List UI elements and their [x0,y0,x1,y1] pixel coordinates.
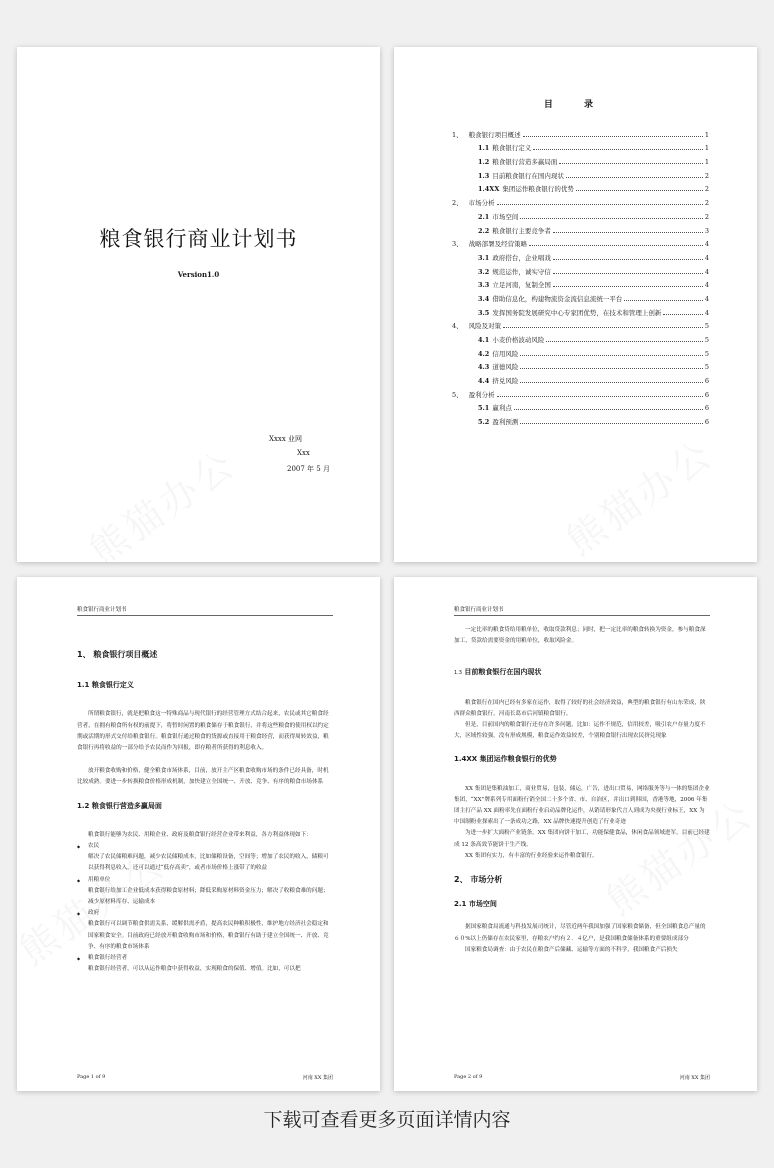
paragraph: 放开粮食收购和价格，健全粮食市场体系，目前，放开主产区粮食收购市场的条件已经具备，时机比较成熟。要进一步转换粮食价格形成机制，加快建立全国统一、开放、竞争、有序的粮食市场体系 [77,768,329,786]
bullet-icon: ◆ [77,956,81,962]
subsection-title: 目前粮食银行在国内现状 [464,668,542,677]
toc-entry[interactable] [452,330,709,344]
toc-entry-page: 1 [704,144,709,153]
toc-leader-dots [520,423,703,424]
toc-entry-title: 市场分析 [468,199,495,208]
toc-entry-page: 4 [704,294,709,303]
toc-leader-dots [576,190,703,191]
list-item [77,953,333,975]
toc-leader-dots [553,259,703,260]
toc-leader-dots [514,409,703,410]
toc-entry-page: 4 [704,267,709,276]
toc-entry-title: 发挥国务院发展研究中心专家团优势，在技术和管理上创新 [492,308,662,317]
toc-entry-page: 6 [704,404,709,413]
toc-leader-dots [497,204,703,205]
toc-entry-number: 5、 [452,390,463,399]
footer-company: 河南 XX 集团 [302,1075,333,1081]
cover-page [17,47,380,562]
page-number: Page 2 of 9 [454,1074,483,1080]
toc-leader-dots [624,300,703,301]
page-footer [77,1074,333,1081]
toc-entry-number: 5.2 [478,418,490,427]
bullet-icon: ◆ [77,911,81,917]
toc-entry[interactable] [452,412,709,426]
toc-entry-number: 4、 [452,322,463,331]
toc-entry-page: 5 [704,336,709,344]
toc-entry-number: 3.3 [478,281,490,290]
toc-entry-title: 市场空间 [492,212,519,221]
toc-entry-page: 4 [704,308,709,317]
toc-entry-number: 2、 [452,199,463,208]
page-header: 粮食银行商业计划书 [77,605,333,616]
toc-entry-number: 1.2 [478,158,490,167]
toc-entry-page: 2 [704,212,709,221]
page-content [454,625,710,956]
download-caption: 下载可查看更多页面详情内容 [263,1109,511,1131]
toc-entry-page: 2 [704,185,709,194]
subsection-number: 1.3 [454,670,462,677]
subsection-heading [454,667,710,679]
list-item [77,908,333,953]
toc-entry-page: 4 [704,281,709,290]
bullet-list [77,841,333,975]
cover-version: Version1.0 [177,270,220,279]
toc-entry-page: 4 [704,253,709,262]
toc-entry-number: 3.5 [478,308,490,317]
list-item [77,841,333,875]
subsection-heading: 1.1 粮食银行定义 [77,681,134,690]
toc-title: 目 录 [543,100,608,110]
toc-entry[interactable] [452,125,709,139]
subsection-heading: 1.2 粮食银行营造多赢局面 [77,801,162,810]
paragraph: XX 集团有实力，有丰富的行业经验来运作粮食银行。 [465,852,598,859]
toc-leader-dots [533,149,703,150]
toc-entry-title: 粮食银行营造多赢局面 [492,158,558,167]
toc-entry-number: 1.4XX [478,185,500,194]
toc-entry-page: 6 [704,418,709,427]
toc-entry[interactable] [452,152,709,166]
paragraph: 据国家粮食局流通与科技发展司统计，尽管近两年我国加强了国家粮食储备，但全国粮食总产量的６０%以上仍储存在农民家里，存粮农户约有２．４亿户，是我国粮食储备体系的重要组成部分 [454,924,706,942]
toc-entry-number: 4.4 [478,377,490,386]
toc-entry-title: 粮食银行项目概述 [468,130,521,139]
toc-entry-title: 粮食银行定义 [492,144,532,153]
section-heading: 1、 粮食银行项目概述 [77,650,158,659]
toc-leader-dots [559,163,703,164]
toc-entry-page: 1 [704,158,709,167]
section-heading: 2、 市场分析 [454,875,503,885]
toc-entry-title: 粮食银行主要竞争者 [492,226,551,235]
list-item-title: 政府 [88,910,100,917]
toc-entry[interactable] [452,221,709,235]
toc-leader-dots [497,396,703,397]
toc-entry-title: 挤兑风险 [492,377,519,386]
toc-entry[interactable] [452,276,709,290]
list-item [77,875,333,909]
paragraph: 所谓粮食银行，就是把粮食这一特殊商品与现代银行的经营管理方式结合起来，农民或其它粮食经营者，在拥有粮食所有权的前提下，将暂时闲置的粮食储存于粮食银行，并将这些粮食的使用权以约定期或活期的形式交付给粮食银行。粮食银行通过粮食的货源或直接用于粮食经营，而获得周转效益，粮食银行再将收益的一部分给予农民而作为回报，即存粮者所获得的利息收入。 [77,711,329,752]
toc-entry-page: 5 [704,322,709,331]
toc-entry-page: 6 [704,390,709,399]
cover-date: 2007 年 5 月 [287,465,330,473]
toc-leader-dots [553,286,703,287]
toc-leader-dots [663,314,703,315]
toc-entry-title: 赢利点 [492,404,512,413]
toc-entry[interactable] [452,166,709,180]
toc-entry-title: 盈利分析 [468,390,495,399]
page-number: Page 1 of 9 [77,1074,106,1080]
toc-entry-title: 小麦价格波动风险 [492,336,545,344]
watermark [76,434,245,562]
toc-leader-dots [520,368,703,369]
page-content [77,649,333,975]
toc-entry[interactable] [452,180,709,194]
toc-entry[interactable] [452,193,709,207]
toc-entry-number: 3.2 [478,267,490,276]
toc-entry-title: 风险及对策 [468,322,502,331]
list-item-text: 粮食银行经营者，可以从运作粮食中获得收益，实现粮食的保值、增值。比如，可以把 [88,966,301,973]
toc-leader-dots [523,136,703,137]
toc-entry[interactable] [452,139,709,153]
toc-entry-title: 目前粮食银行在国内现状 [492,171,564,180]
list-item-text: 粮食银行可以调节粮食供需关系，缓解供需矛盾，提高农民种粮积极性，维护地方经济社会稳定和国家粮食安全。目前政府已经放开粮食收购市场和价格，粮食银行有助于建立全国统一、开放、竞争、有序的粮食市场体系 [88,921,329,950]
toc-entry-page: 5 [704,349,709,358]
toc-entry[interactable] [452,235,709,249]
paragraph: 为进一步扩大面粉产业链条，XX 集团向饼干加工，功能保健食品，休闲食品领域进军，目前已经建成 12 条高效节能饼干生产线。 [454,830,710,848]
toc-entry-title: 盈利预测 [492,418,519,427]
document-page-1 [17,577,380,1091]
bullet-icon: ◆ [77,877,81,883]
toc-entry-title: 信用风险 [492,349,519,358]
toc-entry-number: 2.1 [478,212,490,221]
paragraph: 国家粮食局调查：由于农民在粮食产后储藏、运输等方面的不科学，我国粮食产后损失 [465,946,678,953]
cover-company: Xxxx 业网 [269,435,303,443]
paragraph: 但是，目前国内的粮食银行还存在许多问题，比如：运作不规范，信用较差，吸引农户存量力度不大，区域性较强，没有形成规模，粮食运作效益较差，个别粮食银行出现农民挤兑现象 [454,722,706,740]
list-item-title: 农民 [88,843,100,850]
toc-entry-page: 5 [704,363,709,372]
toc-entry-number: 3.4 [478,294,490,303]
toc-entry[interactable] [452,344,709,358]
toc-entry-title: 道德风险 [492,363,519,372]
paragraph: 粮食银行能够为农民、用粮企业、政府及粮食银行经营企业带来利益，各方利益体现如下： [88,831,312,838]
toc-entry-number: 2.2 [478,226,490,235]
toc-entry-title: 立足河南，复制全国 [492,281,551,290]
toc-entry-number: 4.2 [478,349,490,358]
toc-entry-title: 规范运作，诚实守信 [492,267,551,276]
toc-entry[interactable] [452,385,709,399]
page-header: 粮食银行商业计划书 [454,605,710,616]
toc-entry-number: 4.3 [478,363,490,372]
toc-entry-page: 3 [704,226,709,235]
page-footer [454,1074,710,1081]
subsection-heading: 2.1 市场空间 [454,900,497,909]
toc-entry-number: 3、 [452,240,463,249]
toc-leader-dots [520,355,703,356]
toc-entry-page: 4 [704,240,709,249]
toc-leader-dots [520,218,703,219]
toc-entry-title: 借助信息化，构建物流资金流信息流统一平台 [492,294,623,303]
list-item-title: 用粮单位 [88,876,111,883]
toc-entry-number: 4.1 [478,336,490,344]
toc-leader-dots [553,232,703,233]
cover-author: Xxx [297,449,310,457]
bullet-icon: ◆ [77,844,81,850]
toc-leader-dots [529,245,703,246]
toc-entry-page: 2 [704,199,709,208]
toc-entry-number: 1.1 [478,144,490,153]
footer-company: 河南 XX 集团 [679,1075,710,1081]
toc-entry-page: 6 [704,377,709,386]
toc-entry-number: 1.3 [478,171,490,180]
document-page-2 [394,577,757,1091]
toc-entry-page: 2 [704,171,709,180]
list-item-text: 粮食银行给加工企业低成本获得粮食原材料；降低采购原材料资金压力；解决了收粮食难的问题；减少原材料库存、运输成本 [88,887,329,906]
toc-entry[interactable] [452,371,709,385]
toc-entry[interactable] [452,248,709,262]
toc-entry-number: 5.1 [478,404,490,413]
list-item-text: 解决了农民储粮难问题，减少农民储粮成本，比如储粮设备，空间等；增加了农民的收入，储粮可以获得利息收入，还可以通过“低存高卖”，或者市场价格上涨带了的收益 [88,854,329,872]
toc-entry[interactable] [452,207,709,221]
paragraph: 粮食银行在国内已经有多家在运作，取得了较好的社会经济效益，典型的粮食银行有山东荣成，陕西群众粮食银行，河南长葛市后河镇粮食银行。 [454,699,706,717]
toc-leader-dots [546,341,703,342]
toc-entry-title: 战略部署及经营策略 [468,240,528,249]
toc-entry-title: 政府搭台，企业唱戏 [492,253,551,262]
toc-leader-dots [553,273,703,274]
paragraph: XX 集团是集粮油加工，商业贸易，包装，储运，广告，进出口贸易，网络服务等与一体的集团企业集团，“XX”牌系列专用面粉行销全国二十多个省、市、自治区，并出口到韩国，香港等地，2006 年集团主打产品 XX 面粉率先在面粉行业启动品牌化运作，从销请形象代言人到成为央视行业标王，XX 为中国制粉业探索出了一条成功之路，XX 品牌快速提升创造了行业奇迹 [454,785,710,826]
toc-entry-number: 1、 [452,130,463,139]
toc-entry-title: 集团运作粮食银行的优势 [502,185,574,194]
toc-page [394,47,757,562]
toc-entry[interactable] [452,303,709,317]
toc-entry[interactable] [452,289,709,303]
toc-list [452,125,709,426]
toc-entry-number: 3.1 [478,253,490,262]
toc-entry[interactable] [452,358,709,372]
cover-title: 粮食银行商业计划书 [99,227,298,251]
toc-entry[interactable] [452,317,709,331]
paragraph: 一定比率的粮食贷给用粮单位，收取贷款利息；同时，把一定比率的粮食转换为资金，参与粮食深加工，贷款给需要资金的用粮单位，收取风险金。 [454,627,706,645]
subsection-heading: 1.4XX 集团运作粮食银行的优势 [454,755,557,764]
toc-leader-dots [566,177,703,178]
toc-entry[interactable] [452,262,709,276]
watermark [553,424,722,562]
toc-leader-dots [503,327,703,328]
toc-entry[interactable] [452,399,709,413]
toc-entry-page: 1 [704,130,709,139]
list-item-title: 粮食银行经营者 [88,955,128,962]
toc-leader-dots [520,382,703,383]
